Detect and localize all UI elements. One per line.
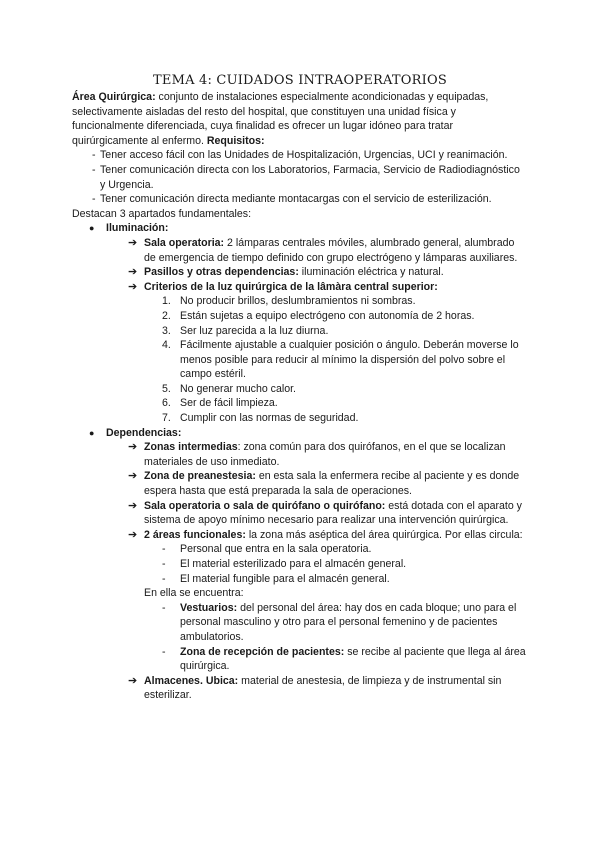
- item-number: 7.: [162, 412, 171, 425]
- item-text: 2 lámparas centrales móviles, alumbrado general, alumbrado de emergencia de tiempo definido con grupo electrógeno y lámparas auxiliares.: [144, 236, 518, 264]
- criterio-item: [72, 309, 528, 324]
- circula-item: [72, 557, 528, 572]
- item-text: : zona común para dos quirófanos, en el que se localizan materiales de uso inmediato.: [144, 441, 506, 468]
- item-sala-operatoria: [72, 236, 528, 265]
- arrow-icon: ➔: [128, 674, 138, 687]
- item-term: 2 áreas funcionales:: [144, 528, 246, 541]
- item-recepcion: [72, 645, 528, 674]
- list-item: - Tener acceso fácil con las Unidades de Hospitalización, Urgencias, UCI y reanimación.: [72, 148, 528, 163]
- iluminacion-label: Iluminación:: [106, 222, 169, 235]
- bullet-icon: ●: [89, 223, 95, 234]
- requisitos-list: [72, 148, 528, 206]
- item-number: 6.: [162, 397, 171, 410]
- item-text: Ser luz parecida a la luz diurna.: [180, 324, 329, 337]
- arrow-icon: ➔: [128, 499, 138, 512]
- dash-icon: -: [162, 645, 166, 658]
- list-item: - Tener comunicación directa con los Laboratorios, Farmacia, Servicio de Radiodiagnóstico y Urgencia.: [72, 163, 528, 192]
- item-term: Almacenes. Ubica:: [144, 674, 239, 687]
- arrow-icon: ➔: [128, 470, 138, 483]
- item-sala-quirofano: [72, 499, 528, 528]
- intro-term: Área Quirúrgica:: [72, 91, 156, 103]
- item-almacenes: [72, 674, 528, 703]
- item-text: No producir brillos, deslumbramientos ni sombras.: [180, 295, 416, 308]
- item-term: Zonas intermedias: [144, 441, 238, 454]
- intro-paragraph: [72, 90, 528, 148]
- item-term: Pasillos y otras dependencias:: [144, 266, 299, 279]
- item-preanestesia: [72, 469, 528, 498]
- dash-icon: -: [162, 601, 166, 614]
- arrow-icon: ➔: [128, 441, 138, 454]
- item-text: Fácilmente ajustable a cualquier posición o ángulo. Deberán moverse lo menos posible para reducir al mínimo la dispersión del polvo sobre el campo estéril.: [180, 339, 519, 381]
- encuentra-text: En ella se encuentra:: [144, 587, 244, 600]
- section-dependencias: [72, 426, 528, 441]
- document-page: [72, 72, 528, 703]
- list-item: - Tener comunicación directa mediante montacargas con el servicio de esterilización.: [72, 192, 528, 207]
- item-text: Personal que entra en la sala operatoria.: [180, 543, 372, 556]
- criterio-item: [72, 411, 528, 426]
- item-vestuarios: [72, 601, 528, 645]
- page-title: TEMA 4: CUIDADOS INTRAOPERATORIOS: [153, 73, 447, 88]
- criterio-item: [72, 324, 528, 339]
- item-text: en esta sala la enfermera recibe al paciente y es donde espera hasta que está preparada la sala de operaciones.: [144, 470, 520, 498]
- item-text: la zona más aséptica del área quirúrgica. Por ellas circula:: [245, 528, 523, 541]
- dash-icon: -: [162, 543, 166, 556]
- item-criterios: [72, 280, 528, 295]
- item-text: iluminación eléctrica y natural.: [298, 266, 444, 279]
- arrow-icon: ➔: [128, 266, 138, 279]
- item-text: El material fungible para el almacén general.: [180, 572, 390, 585]
- item-text: No generar mucho calor.: [180, 382, 297, 395]
- item-text: Están sujetas a equipo electrógeno con autonomía de 2 horas.: [180, 309, 475, 322]
- dash-icon: -: [162, 572, 166, 585]
- item-number: 5.: [162, 382, 171, 395]
- item-number: 4.: [162, 339, 171, 352]
- item-text: del personal del área: hay dos en cada bloque; uno para el personal masculino y otro para el personal femenino y de pacientes ambulatorios.: [180, 601, 517, 643]
- criterio-item: [72, 382, 528, 397]
- arrow-icon: ➔: [128, 280, 138, 293]
- item-number: 2.: [162, 309, 171, 322]
- dash-icon: -: [162, 558, 166, 570]
- item-term: Zona de recepción de pacientes:: [180, 645, 345, 658]
- section-iluminacion: [72, 221, 528, 236]
- item-text: se recibe al paciente que llega al área quirúrgica.: [180, 645, 526, 673]
- arrow-icon: ➔: [128, 236, 138, 249]
- arrow-icon: ➔: [128, 528, 138, 541]
- bullet-icon: ●: [89, 427, 95, 438]
- item-term: Sala operatoria o sala de quirófano o quirófano:: [144, 499, 386, 512]
- item-zonas-intermedias: [72, 440, 528, 469]
- item-term: Zona de preanestesia:: [144, 470, 256, 483]
- item-text: material de anestesia, de limpieza y de instrumental sin esterilizar.: [144, 674, 502, 702]
- dependencias-label: Dependencias:: [106, 426, 182, 439]
- item-areas-funcionales: [72, 528, 528, 543]
- item-term: Vestuarios:: [180, 601, 238, 614]
- item-term: Sala operatoria:: [144, 236, 225, 249]
- requisitos-label: Requisitos:: [206, 134, 265, 147]
- item-text: El material esterilizado para el almacén general.: [180, 558, 407, 570]
- criterio-item: [72, 396, 528, 411]
- item-text: Cumplir con las normas de seguridad.: [180, 412, 359, 425]
- item-text: está dotada con el aparato y sistema de apoyo mínimo necesario para realizar una intervención quirúrgica.: [144, 499, 522, 527]
- item-number: 1.: [162, 295, 171, 308]
- item-term: Criterios de la luz quirúrgica de la lâmàra central superior:: [144, 280, 438, 293]
- criterio-item: [72, 338, 528, 382]
- item-number: 3.: [162, 324, 171, 337]
- intro-text: conjunto de instalaciones especialmente acondicionadas y equipadas, selectivamente aisladas del resto del hospital, que constituyen una unidad física y funcionalmente diferenciada, cuya finalidad es ofrecer un lugar idóneo para tratar quirúrgicamente al enfermo.: [72, 91, 489, 147]
- circula-item: [72, 572, 528, 587]
- criterio-item: [72, 294, 528, 309]
- item-pasillos: [72, 265, 528, 280]
- circula-item: [72, 542, 528, 557]
- apartados-text: Destacan 3 apartados fundamentales:: [72, 207, 252, 220]
- item-text: Ser de fácil limpieza.: [180, 397, 278, 410]
